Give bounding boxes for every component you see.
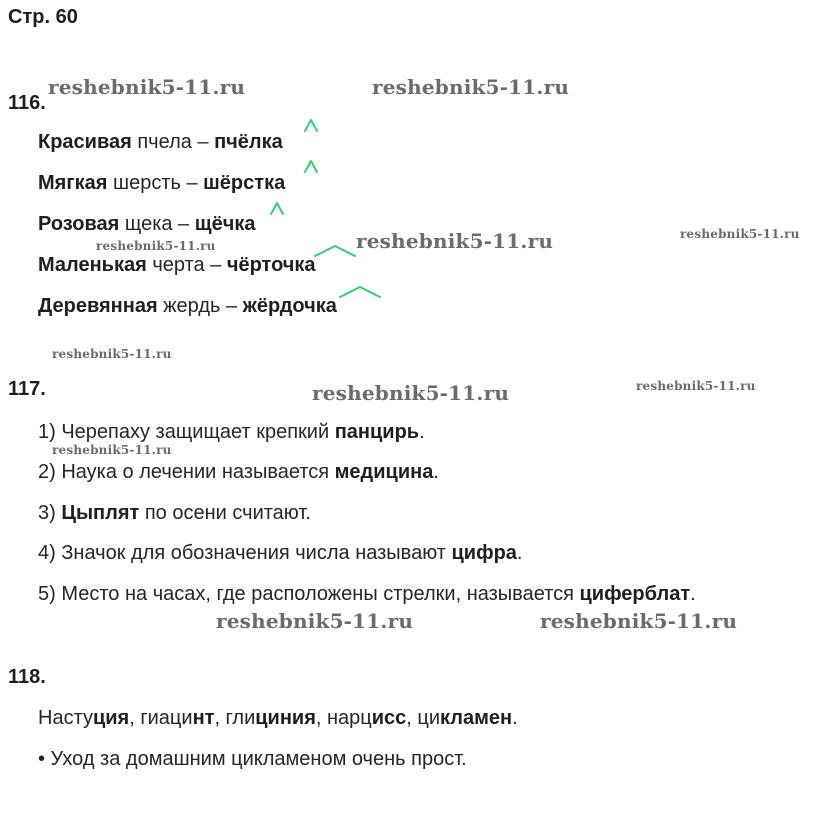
watermark: reshebnik5-11.ru <box>48 75 246 99</box>
page-label: Стр. 60 <box>8 6 78 28</box>
exercise-118-number: 118. <box>8 666 46 688</box>
ex117-line: 2) Наука о лечении называется медицина. <box>38 461 439 483</box>
ex117-line: 1) Черепаху защищает крепкий панцирь. <box>38 421 425 443</box>
ex116-line: Розовая щека – щёчка <box>38 213 256 235</box>
ex116-line: Маленькая черта – чёрточка <box>38 254 316 276</box>
ex116-line: Мягкая шерсть – шёрстка <box>38 172 286 194</box>
suffix-mark <box>305 120 317 131</box>
exercise-117-number: 117. <box>8 378 46 400</box>
ex118-flowers-line: Настуция, гиацинт, глициния, нарцисс, цикламен. <box>38 707 518 729</box>
ex118-sentence: • Уход за домашним цикламеном очень прост. <box>38 748 467 770</box>
watermark: reshebnik5-11.ru <box>216 609 414 633</box>
ex117-line: 3) Цыплят по осени считают. <box>38 502 311 524</box>
ex116-line: Деревянная жердь – жёрдочка <box>38 295 337 317</box>
watermark: reshebnik5-11.ru <box>372 75 570 99</box>
watermark: reshebnik5-11.ru <box>356 229 554 253</box>
watermark: reshebnik5-11.ru <box>636 379 756 393</box>
watermark: reshebnik5-11.ru <box>312 381 510 405</box>
suffix-mark <box>315 246 355 256</box>
watermark: reshebnik5-11.ru <box>52 443 172 457</box>
suffix-mark <box>271 203 283 214</box>
suffix-mark <box>340 287 380 297</box>
watermark: reshebnik5-11.ru <box>540 609 738 633</box>
watermark: reshebnik5-11.ru <box>96 239 216 253</box>
exercise-116-number: 116. <box>8 92 46 114</box>
ex117-line: 5) Место на часах, где расположены стрелки, называется циферблат. <box>38 583 696 605</box>
ex117-line: 4) Значок для обозначения числа называют цифра. <box>38 542 523 564</box>
ex116-line: Красивая пчела – пчёлка <box>38 131 283 153</box>
suffix-mark <box>305 161 317 172</box>
watermark: reshebnik5-11.ru <box>680 227 800 241</box>
watermark: reshebnik5-11.ru <box>52 347 172 361</box>
